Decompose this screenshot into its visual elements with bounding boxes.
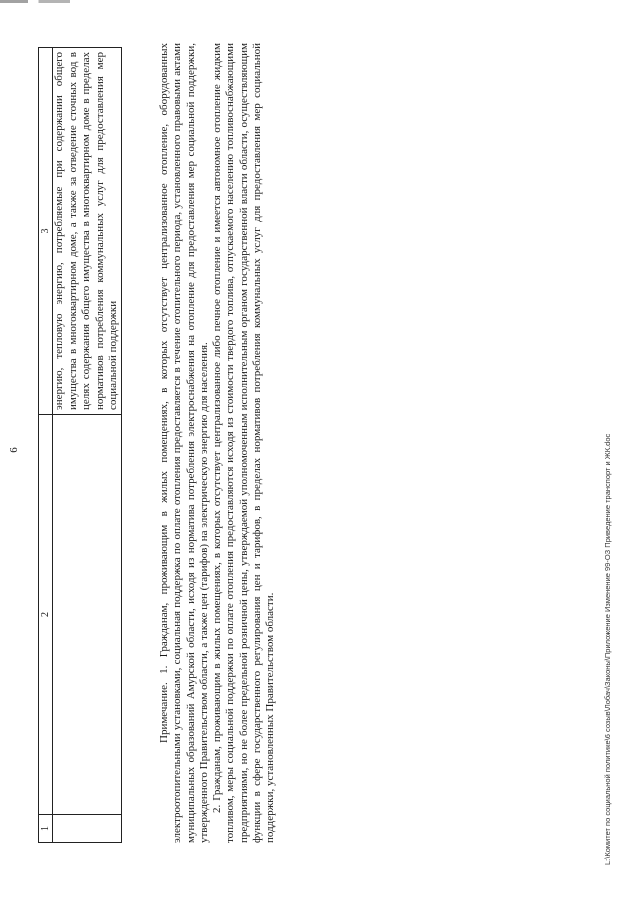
table-header-row	[39, 48, 53, 843]
benefits-table	[38, 47, 122, 843]
column-header-2: 2	[39, 415, 53, 815]
table-cell-col1	[53, 815, 122, 843]
note-2	[211, 43, 277, 843]
table-cell-col2	[53, 415, 122, 815]
notes-section	[158, 43, 278, 843]
note-1: Примечание. 1. Гражданам, проживающим в жилых помещениях, в которых отсутствует централизованное отопление, оборудованных электроотопительными установками, социальная поддержка по оплате отопления предоставляется в течение отопительного периода, установленного правовыми актами муниципальных образований Амурской области, исходя из норматива потребления электроснабжения на отопление для предоставления мер социальной поддержки, утвержденного Правительством области, а также цен (тарифов) на электрическую энергию для населения.	[158, 43, 210, 843]
column-header-3: 3	[39, 48, 53, 415]
footer-file-path: L:\Комитет по социальной политике\6 созыв\Лобач\Законы\Приложение Изменение 99-ОЗ Приведение транспорт и ЖК.doc	[603, 433, 612, 865]
column-header-1: 1	[39, 815, 53, 843]
table-cell-col3: энергию, тепловую энергию, потребляемые при содержании общего имущества в многоквартирном доме, а также за отведение сточных вод в целях содержания общего имущества в многоквартирном доме в пределах нормативов потребления коммунальных услуг для предоставления мер социальной поддержки	[53, 48, 122, 415]
table-row	[53, 48, 122, 843]
note-2-text: 2. Гражданам, проживающим в жилых помещениях, в которых отсутствует централизованное либо печное отопление и имеется автономное отопление жидким топливом, меры социальной поддержки по оплате отопления предоставляются исходя из стоимости твердого топлива, отпускаемого населению топливоснабжающими предприятиями, но не более предельной розничной цены, утверждаемой уполномоченным исполнительным органом государственной власти области, осуществляющим функции в сфере государственного регулирования цен и тарифов, в пределах нормативов потребления коммунальных услуг для предоставления мер социальной поддержки, установленных Правительством области.	[211, 43, 277, 843]
page-number: 6	[8, 447, 20, 453]
